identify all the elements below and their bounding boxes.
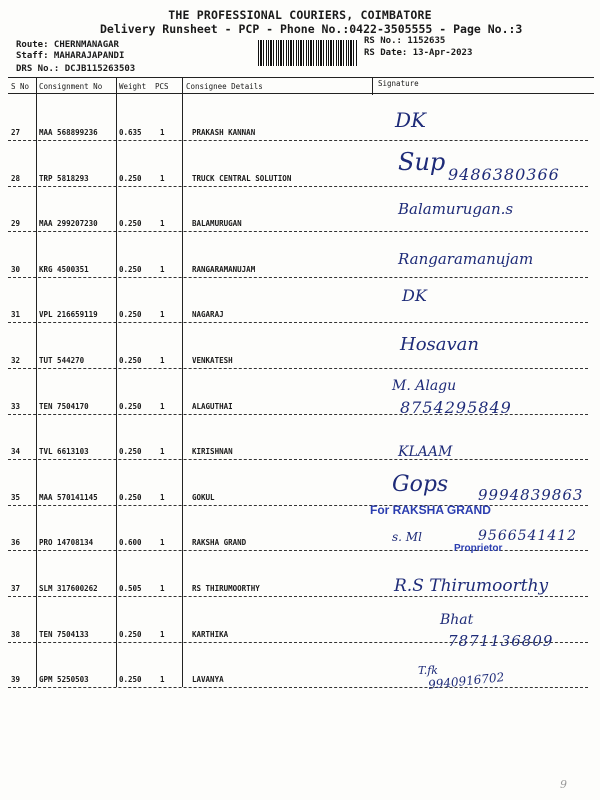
signature-30: Rangaramanujam: [398, 250, 534, 268]
col-header-weight: Weight: [119, 82, 147, 91]
cell-sno: 35: [11, 493, 21, 502]
row-divider: [8, 277, 588, 278]
cell-sno: 34: [11, 447, 21, 456]
cell-sno: 38: [11, 630, 21, 639]
cell-consignment: TUT 544270: [39, 356, 85, 365]
cell-sno: 32: [11, 356, 21, 365]
cell-pcs: 1: [160, 584, 165, 593]
row-divider: [8, 322, 588, 323]
signature-33-phone: 8754295849: [400, 398, 512, 417]
route-label: Route: CHERNMANAGAR: [16, 40, 119, 50]
signature-39-scrawl: T.fk: [418, 664, 438, 677]
cell-pcs: 1: [160, 174, 165, 183]
table-header-rule: [8, 93, 594, 94]
signature-34: KLAAM: [398, 444, 453, 460]
cell-pcs: 1: [160, 219, 165, 228]
cell-consignee: NAGARAJ: [192, 310, 224, 319]
cell-consignment: TVL 6613103: [39, 447, 89, 456]
col-header-signature: Signature: [378, 79, 419, 88]
cell-consignee: RAKSHA GRAND: [192, 538, 247, 547]
cell-pcs: 1: [160, 356, 165, 365]
col-header-sno: S No: [11, 82, 30, 91]
cell-consignee: VENKATESH: [192, 356, 233, 365]
signature-36-scrawl: s. Ml: [392, 530, 422, 544]
cell-pcs: 1: [160, 447, 165, 456]
raksha-grand-stamp: For RAKSHA GRAND: [370, 503, 491, 517]
cell-weight: 0.250: [119, 265, 142, 274]
cell-pcs: 1: [160, 630, 165, 639]
cell-pcs: 1: [160, 128, 165, 137]
cell-consignee: KIRISHNAN: [192, 447, 233, 456]
cell-pcs: 1: [160, 402, 165, 411]
signature-31: DK: [402, 286, 427, 305]
signature-27: DK: [395, 108, 426, 132]
row-divider: [8, 368, 588, 369]
col-divider: [372, 77, 373, 95]
cell-weight: 0.250: [119, 174, 142, 183]
cell-pcs: 1: [160, 675, 165, 684]
staff-label: Staff: MAHARAJAPANDI: [16, 51, 125, 61]
col-header-consignee: Consignee Details: [186, 82, 263, 91]
proprietor-stamp: Proprietor: [454, 543, 503, 554]
cell-sno: 27: [11, 128, 21, 137]
signature-35-scrawl: Gops: [392, 472, 449, 497]
cell-consignment: MAA 568899236: [39, 128, 98, 137]
signature-37: R.S Thirumoorthy: [394, 576, 549, 596]
row-divider: [8, 186, 588, 187]
cell-weight: 0.250: [119, 219, 142, 228]
company-title: THE PROFESSIONAL COURIERS, COIMBATORE: [168, 8, 432, 22]
page-mark: 9: [560, 778, 567, 791]
signature-39-phone: 9940916702: [427, 670, 505, 692]
cell-consignee: TRUCK CENTRAL SOLUTION: [192, 174, 292, 183]
cell-sno: 29: [11, 219, 21, 228]
cell-consignee: BALAMURUGAN: [192, 219, 242, 228]
cell-consignee: GOKUL: [192, 493, 215, 502]
cell-consignee: LAVANYA: [192, 675, 224, 684]
signature-32-scrawl: Hosavan: [400, 334, 479, 355]
cell-weight: 0.600: [119, 538, 142, 547]
row-divider: [8, 596, 588, 597]
cell-sno: 30: [11, 265, 21, 274]
signature-28-phone: 9486380366: [448, 165, 560, 184]
cell-sno: 31: [11, 310, 21, 319]
cell-consignment: PRO 14708134: [39, 538, 94, 547]
row-divider: [8, 687, 588, 688]
cell-sno: 37: [11, 584, 21, 593]
cell-weight: 0.250: [119, 310, 142, 319]
cell-pcs: 1: [160, 493, 165, 502]
cell-weight: 0.635: [119, 128, 142, 137]
signature-38-scrawl: Bhat: [440, 612, 474, 628]
col-header-pcs: PCS: [155, 82, 169, 91]
cell-consignment: MAA 570141145: [39, 493, 98, 502]
signature-33-name: M. Alagu: [392, 378, 457, 394]
row-divider: [8, 140, 588, 141]
cell-consignment: KRG 4500351: [39, 265, 89, 274]
cell-consignment: TEN 7504133: [39, 630, 89, 639]
cell-sno: 33: [11, 402, 21, 411]
signature-35-phone: 9994839863: [478, 486, 584, 504]
cell-consignee: KARTHIKA: [192, 630, 229, 639]
cell-consignment: TEN 7504170: [39, 402, 89, 411]
cell-weight: 0.505: [119, 584, 142, 593]
cell-sno: 39: [11, 675, 21, 684]
row-divider: [8, 459, 588, 460]
col-header-consignment: Consignment No: [39, 82, 103, 91]
row-divider: [8, 505, 588, 506]
signature-29: Balamurugan.s: [398, 200, 514, 218]
drs-number: DRS No.: DCJB115263503: [16, 64, 136, 74]
cell-pcs: 1: [160, 265, 165, 274]
cell-consignment: SLM 317600262: [39, 584, 98, 593]
cell-sno: 36: [11, 538, 21, 547]
signature-36-phone: 9566541412: [478, 528, 578, 544]
row-divider: [8, 231, 588, 232]
cell-weight: 0.250: [119, 402, 142, 411]
signature-38-phone: 7871136809: [448, 632, 554, 650]
cell-pcs: 1: [160, 310, 165, 319]
cell-consignee: PRAKASH KANNAN: [192, 128, 256, 137]
rs-number: RS No.: 1152635: [364, 36, 446, 46]
barcode: [258, 40, 358, 66]
cell-weight: 0.250: [119, 493, 142, 502]
cell-pcs: 1: [160, 538, 165, 547]
table-top-rule: [8, 77, 594, 78]
cell-weight: 0.250: [119, 356, 142, 365]
cell-consignee: ALAGUTHAI: [192, 402, 233, 411]
cell-sno: 28: [11, 174, 21, 183]
cell-consignment: TRP 5818293: [39, 174, 89, 183]
runsheet-subtitle: Delivery Runsheet - PCP - Phone No.:0422-3505555 - Page No.:3: [100, 22, 523, 36]
cell-weight: 0.250: [119, 630, 142, 639]
signature-28-scrawl: Sup: [398, 148, 446, 176]
cell-consignment: MAA 299207230: [39, 219, 98, 228]
cell-consignment: GPM 5250503: [39, 675, 89, 684]
cell-consignee: RANGARAMANUJAM: [192, 265, 256, 274]
cell-consignment: VPL 216659119: [39, 310, 98, 319]
cell-weight: 0.250: [119, 447, 142, 456]
cell-consignee: RS THIRUMOORTHY: [192, 584, 260, 593]
rs-date: RS Date: 13-Apr-2023: [364, 48, 473, 58]
cell-weight: 0.250: [119, 675, 142, 684]
